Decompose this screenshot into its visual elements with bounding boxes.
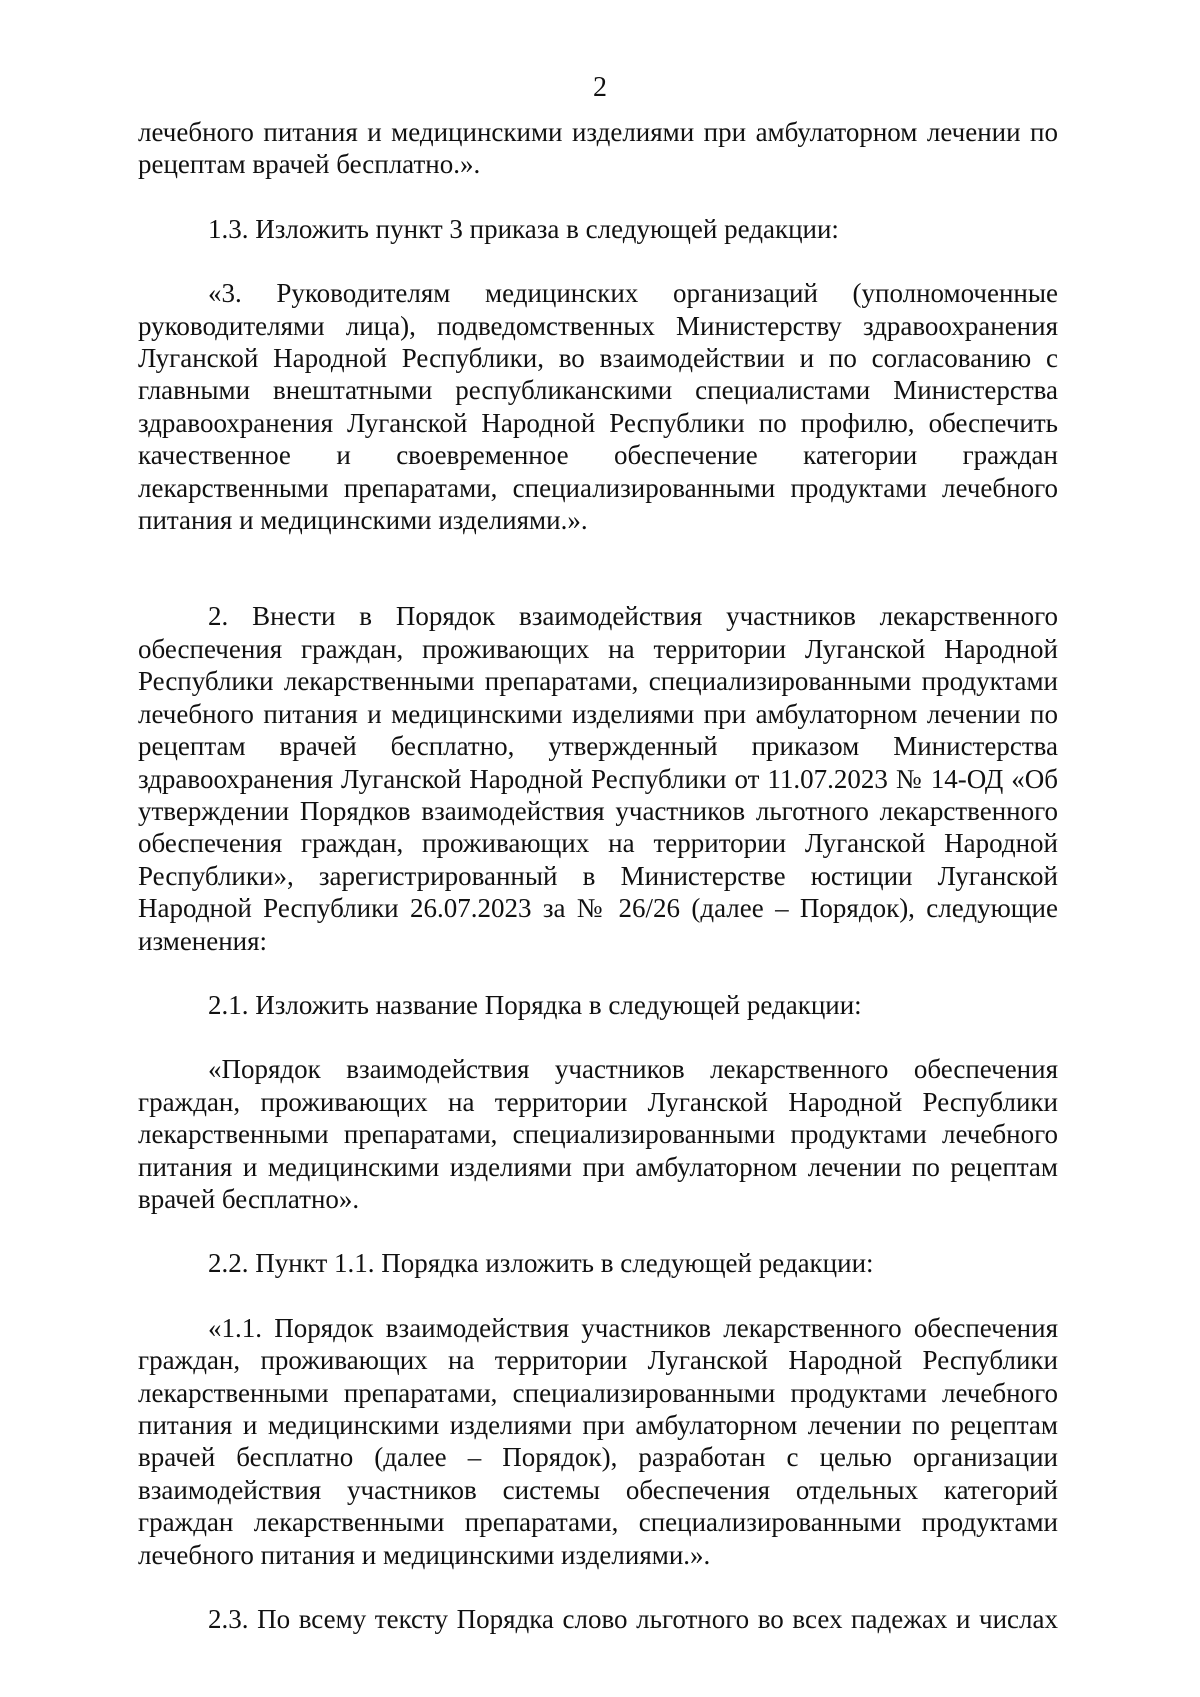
paragraph-quote-point-3: «3. Руководителям медицинских организаций (уполномоченные руководителями лица), подведомственных Министерству здравоохранения Луганской Народной Республики, во взаимодействии и по согласованию с главными внештатными республиканскими специалистами Министерства здравоохранения Луганской Народной Республики по профилю, обеспечить качественное и своевременное обеспечение категории граждан лекарственными препаратами, специализированными продуктами лечебного питания и медицинскими изделиями.». [138, 278, 1058, 536]
paragraph-1-3-heading: 1.3. Изложить пункт 3 приказа в следующей редакции: [208, 213, 839, 244]
paragraph-2-3: 2.3. По всему тексту Порядка слово льготного во всех падежах и числах [208, 1604, 1058, 1635]
paragraph-quote-title: «Порядок взаимодействия участников лекарственного обеспечения граждан, проживающих на территории Луганской Народной Республики лекарственными препаратами, специализированными продуктами лечебного питания и медицинскими изделиями при амбулаторном лечении по рецептам врачей бесплатно». [138, 1054, 1058, 1214]
paragraph-2-amendments: 2. Внести в Порядок взаимодействия участников лекарственного обеспечения граждан, проживающих на территории Луганской Народной Республики лекарственными препаратами, специализированными продуктами лечебного питания и медицинскими изделиями при амбулаторном лечении по рецептам врачей бесплатно, утвержденный приказом Министерства здравоохранения Луганской Народной Республики от 11.07.2023 № 14-ОД «Об утверждении Порядков взаимодействия участников льготного лекарственного обеспечения граждан, проживающих на территории Луганской Народной Республики», зарегистрированный в Министерстве юстиции Луганской Народной Республики 26.07.2023 за № 26/26 (далее – Порядок), следующие изменения: [138, 601, 1058, 956]
paragraph-2-2-heading: 2.2. Пункт 1.1. Порядка изложить в следующей редакции: [208, 1248, 874, 1279]
paragraph-2-1-heading: 2.1. Изложить название Порядка в следующей редакции: [208, 989, 862, 1020]
paragraph-quote-point-1-1: «1.1. Порядок взаимодействия участников лекарственного обеспечения граждан, проживающих на территории Луганской Народной Республики лекарственными препаратами, специализированными продуктами лечебного питания и медицинскими изделиями при амбулаторном лечении по рецептам врачей бесплатно (далее – Порядок), разработан с целью организации взаимодействия участников системы обеспечения отдельных категорий граждан лекарственными препаратами, специализированными продуктами лечебного питания и медицинскими изделиями.». [138, 1312, 1058, 1570]
document-body [138, 116, 1058, 1635]
paragraph-continuation: лечебного питания и медицинскими изделиями при амбулаторном лечении по рецептам врачей бесплатно.». [138, 117, 1058, 180]
page-number: 2 [593, 72, 607, 103]
